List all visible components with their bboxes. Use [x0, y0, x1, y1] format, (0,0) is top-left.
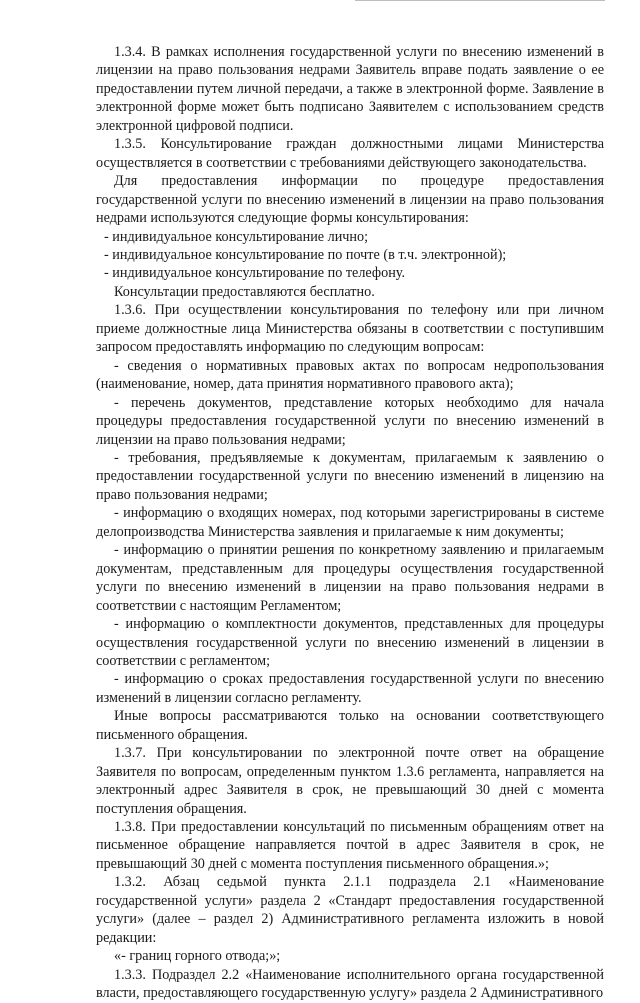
list-item-document-list: - перечень документов, представление которых необходимо для начала процедуры предоставления государственной услуги по внесению изменений в лицензии на право пользования недрами; — [96, 394, 604, 448]
paragraph-other-questions: Иные вопросы рассматриваются только на основании соответствующего письменного обращения. — [96, 708, 604, 743]
top-rule-line — [355, 0, 605, 1]
paragraph-consultation-forms: Для предоставления информации по процедуре предоставления государственной услуги по внесению изменений в лицензии на право пользования недрами используются следующие формы консультирования: — [96, 173, 604, 227]
list-item-phone: - индивидуальное консультирование по телефону. — [104, 265, 406, 282]
list-item-requirements: - требования, предъявляемые к документам, прилагаемым к заявлению о предоставлении государственной услуги по внесению изменений в лицензию на право пользования недрами; — [96, 449, 604, 503]
list-item-normative-acts: - сведения о нормативных правовых актах по вопросам недропользования (наименование, номер, дата принятия нормативного правового акта); — [96, 357, 604, 393]
list-item-completeness: - информацию о комплектности документов, представленных для процедуры осуществления государственной услуги по внесению изменений в лицензии в соответствии с регламентом; — [96, 616, 604, 669]
list-item-decision: - информацию о принятии решения по конкретному заявлению и прилагаемым документам, представленным для процедуры осуществления государственной услуги по внесению изменений в лицензии на право пользования недрами в соответствии с настоящим Регламентом; — [96, 542, 604, 614]
paragraph-1-3-5: 1.3.5. Консультирование граждан должностными лицами Министерства осуществляется в соответствии с требованиями действующего законодательства. — [96, 136, 604, 171]
document-page — [96, 43, 604, 1003]
paragraph-1-3-6: 1.3.6. При осуществлении консультирования по телефону или при личном приеме должностные лица Министерства обязаны в соответствии с поступившим запросом предоставлять информацию по следующим вопросам: — [96, 302, 604, 356]
list-item-incoming-numbers: - информацию о входящих номерах, под которыми зарегистрированы в системе делопроизводства Министерства заявления и прилагаемые к ним документы; — [96, 505, 604, 540]
list-item-mail: - индивидуальное консультирование по почте (в т.ч. электронной); — [104, 246, 507, 263]
list-item-terms: - информацию о сроках предоставления государственной услуги по внесению изменений в лицензии согласно регламенту. — [96, 671, 604, 706]
paragraph-1-3-7: 1.3.7. При консультировании по электронной почте ответ на обращение Заявителя по вопросам, определенным пунктом 1.3.6 регламента, направляется на электронный адрес Заявителя в срок, не превышающий 30 дней с момента поступления обращения. — [96, 745, 604, 817]
paragraph-1-3-8: 1.3.8. При предоставлении консультаций по письменным обращениям ответ на письменное обращение направляется почтой в адрес Заявителя в срок, не превышающий 30 дней с момента поступления письменного обращения.»; — [96, 819, 604, 872]
paragraph-1-3-3: 1.3.3. Подраздел 2.2 «Наименование исполнительного органа государственной власти, предоставляющего государственную услугу» раздела 2 Административного — [96, 966, 604, 1002]
paragraph-1-3-2: 1.3.2. Абзац седьмой пункта 2.1.1 подраздела 2.1 «Наименование государственной услуги» раздела 2 «Стандарт предоставления государственной услуги» (далее – раздел 2) Административного регламента изложить в новой редакции: — [96, 874, 604, 946]
paragraph-free-consultation: Консультации предоставляются бесплатно. — [114, 283, 375, 300]
paragraph-1-3-4: 1.3.4. В рамках исполнения государственной услуги по внесению изменений в лицензии на право пользования недрами Заявитель вправе подать заявление о ее предоставлении путем личной передачи, а также в электронной форме. Заявление в электронной форме может быть подписано Заявителем с использованием средств электронной цифровой подписи. — [96, 44, 604, 134]
paragraph-mining-allotment: «- границ горного отвода;»; — [114, 948, 281, 965]
list-item-personal: - индивидуальное консультирование лично; — [104, 228, 369, 245]
